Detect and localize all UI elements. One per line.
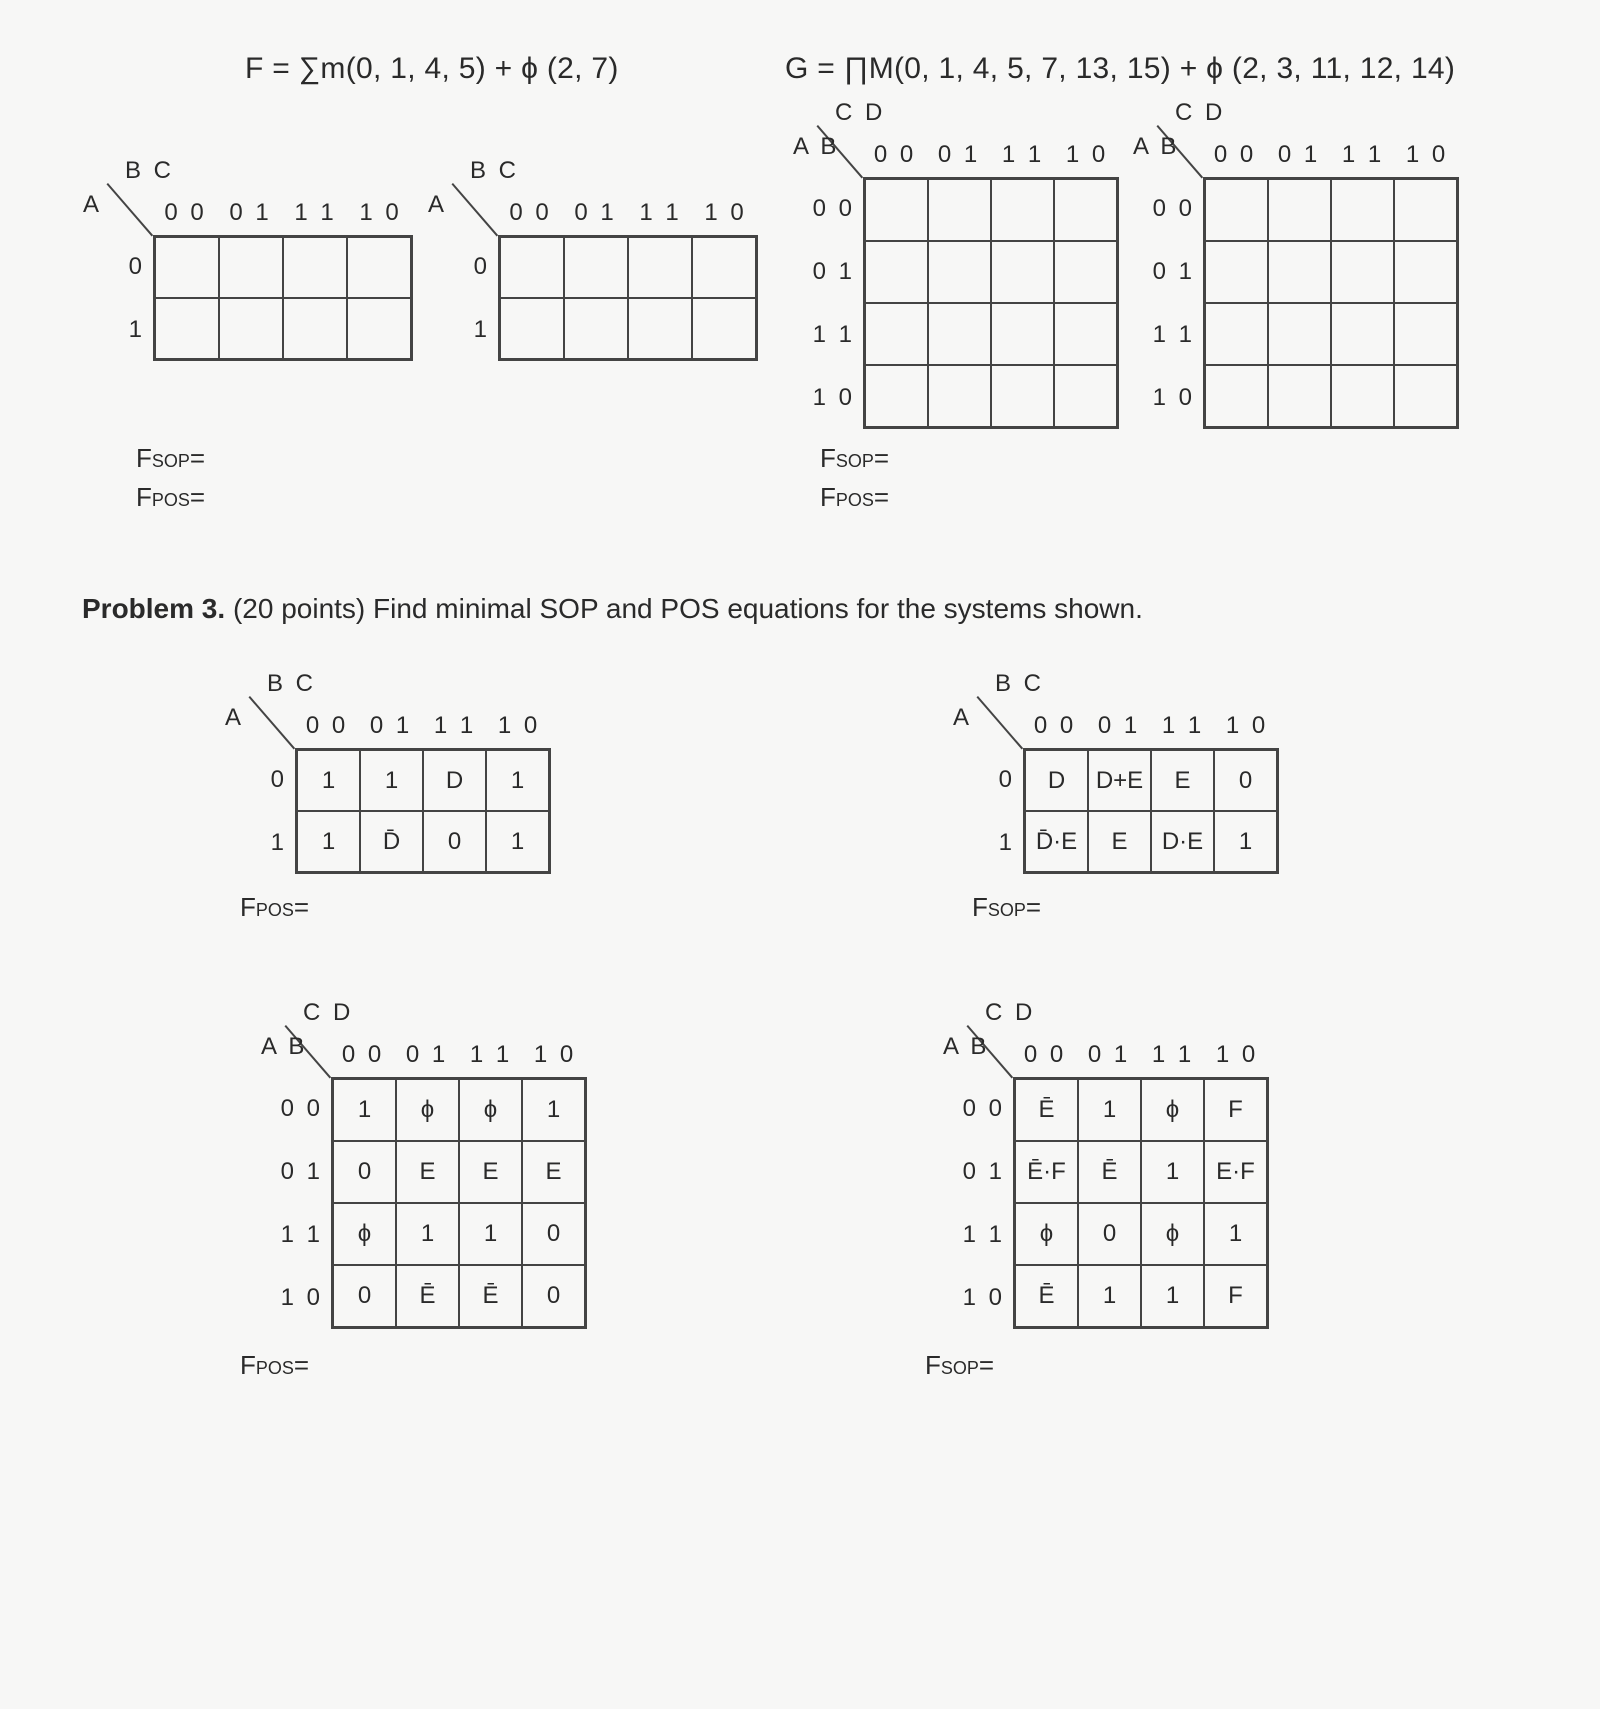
p3-map3-pos-equation-subscript: POS [255,1358,294,1378]
f-map-right-col-header: 0 0 [509,199,552,226]
problem-3-heading [82,593,1143,625]
p3-map3-cell[interactable]: ϕ [396,1079,459,1141]
p3-map1-col-variables: B C [267,670,317,697]
p3-map3-row-header: 0 0 [280,1094,323,1122]
f-map-left-row-header: 0 [128,252,145,280]
g-sop-equation-equals: = [873,443,890,473]
f-map-left-cell[interactable] [347,237,411,298]
g-map-left-row-variables: A B [793,133,840,160]
g-map-right-cell[interactable] [1394,365,1457,427]
g-map-left-row-header: 0 1 [812,257,855,285]
p3-map4-cell[interactable]: E·F [1204,1141,1267,1203]
f-pos-equation-letter: F [136,482,152,512]
f-map-left-col-header: 1 1 [294,199,337,226]
f-sop-equation-equals: = [189,443,206,473]
g-map-left-cell[interactable] [928,241,991,303]
f-map-left-grid [153,235,413,361]
p3-map4-col-header: 1 1 [1151,1041,1195,1068]
g-map-right-col-header: 1 1 [1341,141,1385,168]
f-map-right-corner-diagonal [451,183,498,236]
p3-map2-col-header: 1 1 [1161,712,1205,739]
g-map-left-grid [863,177,1119,429]
f-map-right-col-header: 0 1 [574,199,617,226]
g-map-left-cell[interactable] [991,179,1054,241]
f-map-left-cell[interactable] [283,237,347,298]
p3-map1-cell[interactable]: D [423,750,486,811]
g-map-left-cell[interactable] [865,303,928,365]
p3-map3-pos-equation-equals: = [293,1350,310,1380]
f-map-right-row-variables: A [428,191,448,218]
p3-map4-col-header: 1 0 [1215,1041,1259,1068]
p3-map4-cell[interactable]: ϕ [1015,1203,1078,1265]
p3-map1-row-header: 1 [270,828,287,856]
g-map-right-grid [1203,177,1459,429]
g-map-left-cell[interactable] [928,179,991,241]
p3-map4-row-header: 0 0 [962,1094,1005,1122]
f-sop-equation-letter: F [136,443,152,473]
g-map-left-cell[interactable] [928,365,991,427]
f-map-right-col-header: 1 0 [704,199,747,226]
p3-map3-cell[interactable]: E [396,1141,459,1203]
p3-map2-sop-equation-letter: F [972,892,988,922]
p3-map3-cell[interactable]: Ē [459,1265,522,1327]
f-map-left-cell[interactable] [155,298,219,359]
g-map-right-cell[interactable] [1394,179,1457,241]
f-map-right-cell[interactable] [628,237,692,298]
p3-map3-cell[interactable]: 1 [522,1079,585,1141]
p3-map2-corner-diagonal [976,696,1023,749]
p3-map2-cell[interactable]: E [1088,811,1151,872]
g-map-right-cell[interactable] [1331,303,1394,365]
f-map-right-grid [498,235,758,361]
g-map-right-row-variables: A B [1133,133,1180,160]
p3-map3-col-variables: C D [303,999,354,1026]
p3-map1-pos-equation [240,892,309,923]
g-map-right-cell[interactable] [1268,179,1331,241]
f-map-left-col-header: 0 1 [229,199,272,226]
f-map-right-row-header: 0 [473,252,490,280]
p3-map4-cell[interactable]: 1 [1141,1265,1204,1327]
p3-map4-row-header: 1 1 [962,1220,1005,1248]
g-map-left-col-header: 1 1 [1001,141,1045,168]
p3-map4-col-header: 0 0 [1023,1041,1067,1068]
g-pos-equation-subscript: POS [835,490,874,510]
p3-map2-grid [1023,748,1279,874]
p3-map3-cell[interactable]: 1 [396,1203,459,1265]
f-map-right-cell[interactable] [628,298,692,359]
f-map-right-cell[interactable] [564,298,628,359]
g-pos-equation-equals: = [873,482,890,512]
p3-map2-sop-equation-equals: = [1025,892,1042,922]
p3-map2-cell[interactable]: 0 [1214,750,1277,811]
g-map-left-col-header: 0 0 [873,141,917,168]
f-pos-equation-equals: = [189,482,206,512]
g-map-right-cell[interactable] [1331,241,1394,303]
f-map-left-row-header: 1 [128,315,145,343]
g-map-left-col-header: 0 1 [937,141,981,168]
p3-map2-row-header: 0 [998,765,1015,793]
g-map-left-cell[interactable] [928,303,991,365]
p3-map4-sop-equation-subscript: SOP [940,1358,979,1378]
f-map-left-cell[interactable] [283,298,347,359]
p3-map4-cell[interactable]: 0 [1078,1203,1141,1265]
g-map-left-cell[interactable] [1054,303,1117,365]
f-map-right-cell[interactable] [500,237,564,298]
f-map-left-col-header: 1 0 [359,199,402,226]
p3-map1-row-header: 0 [270,765,287,793]
p3-map4-cell[interactable]: F [1204,1079,1267,1141]
g-map-right-col-header: 0 1 [1277,141,1321,168]
p3-map3-grid [331,1077,587,1329]
p3-map3-col-header: 1 1 [469,1041,513,1068]
p3-map4-cell[interactable]: 1 [1141,1141,1204,1203]
p3-map4-row-header: 0 1 [962,1157,1005,1185]
p3-map3-cell[interactable]: 0 [522,1203,585,1265]
f-map-left-col-header: 0 0 [164,199,207,226]
g-sop-equation [820,443,889,474]
p3-map2-sop-equation [972,892,1041,923]
g-map-right-cell[interactable] [1268,365,1331,427]
g-map-left-col-variables: C D [835,99,886,126]
g-map-left-cell[interactable] [991,241,1054,303]
p3-map3-row-variables: A B [261,1033,308,1060]
p3-map3-col-header: 0 0 [341,1041,385,1068]
p3-map2-col-variables: B C [995,670,1045,697]
g-map-right-col-header: 1 0 [1405,141,1449,168]
p3-map3-cell[interactable]: 1 [459,1203,522,1265]
g-map-left-col-header: 1 0 [1065,141,1109,168]
p3-map3-cell[interactable]: 1 [333,1079,396,1141]
p3-map3-cell[interactable]: 0 [522,1265,585,1327]
p3-map3-cell[interactable]: ϕ [333,1203,396,1265]
f-map-left-corner-diagonal [106,183,153,236]
f-map-left-row-variables: A [83,191,103,218]
p3-map1-col-header: 1 1 [433,712,477,739]
p3-map1-row-variables: A [225,704,245,731]
g-map-right-cell[interactable] [1205,365,1268,427]
p3-map2-col-header: 0 0 [1033,712,1077,739]
g-map-left-cell[interactable] [1054,365,1117,427]
problem-3-label: Problem 3. [82,593,226,624]
p3-map4-sop-equation-equals: = [978,1350,995,1380]
f-map-left-cell[interactable] [219,298,283,359]
g-map-right-row-header: 1 1 [1152,320,1195,348]
g-map-left-cell[interactable] [991,303,1054,365]
f-map-right-cell[interactable] [564,237,628,298]
p3-map3-pos-equation-letter: F [240,1350,256,1380]
p3-map4-row-header: 1 0 [962,1283,1005,1311]
p3-map3-pos-equation [240,1350,309,1381]
p3-map4-col-header: 0 1 [1087,1041,1131,1068]
g-map-left-cell[interactable] [1054,241,1117,303]
f-pos-equation-subscript: POS [151,490,190,510]
p3-map3-row-header: 1 1 [280,1220,323,1248]
g-function-title: G = ∏M(0, 1, 4, 5, 7, 13, 15) + ϕ (2, 3, 11, 12, 14) [785,52,1456,85]
p3-map4-col-variables: C D [985,999,1036,1026]
p3-map2-cell[interactable]: D [1025,750,1088,811]
g-sop-equation-subscript: SOP [835,451,874,471]
p3-map1-col-header: 1 0 [497,712,541,739]
p3-map4-cell[interactable]: Ē·F [1015,1141,1078,1203]
p3-map2-row-variables: A [953,704,973,731]
p3-map1-cell[interactable]: 1 [297,811,360,872]
g-map-left-row-header: 1 1 [812,320,855,348]
p3-map2-cell[interactable]: D̄·E [1025,811,1088,872]
f-map-left-col-variables: B C [125,157,175,184]
p3-map2-col-header: 0 1 [1097,712,1141,739]
p3-map1-col-header: 0 1 [369,712,413,739]
p3-map2-cell[interactable]: 1 [1214,811,1277,872]
p3-map1-cell[interactable]: 1 [297,750,360,811]
g-map-right-cell[interactable] [1331,365,1394,427]
g-map-right-col-variables: C D [1175,99,1226,126]
p3-map4-sop-equation [925,1350,994,1381]
f-map-right-col-header: 1 1 [639,199,682,226]
g-map-left-cell[interactable] [865,241,928,303]
p3-map1-corner-diagonal [248,696,295,749]
p3-map2-sop-equation-subscript: SOP [987,900,1026,920]
g-map-right-col-header: 0 0 [1213,141,1257,168]
p3-map4-cell[interactable]: Ē [1015,1079,1078,1141]
f-map-left-cell[interactable] [347,298,411,359]
p3-map2-cell[interactable]: D+E [1088,750,1151,811]
g-map-right-cell[interactable] [1394,303,1457,365]
f-map-right-cell[interactable] [692,298,756,359]
p3-map4-cell[interactable]: ϕ [1141,1079,1204,1141]
p3-map1-pos-equation-letter: F [240,892,256,922]
p3-map4-cell[interactable]: 1 [1078,1079,1141,1141]
p3-map1-cell[interactable]: 1 [486,811,549,872]
p3-map4-cell[interactable]: Ē [1078,1141,1141,1203]
g-map-right-row-header: 0 0 [1152,194,1195,222]
g-map-right-cell[interactable] [1331,179,1394,241]
p3-map3-row-header: 1 0 [280,1283,323,1311]
p3-map2-cell[interactable]: D·E [1151,811,1214,872]
f-map-right-cell[interactable] [692,237,756,298]
g-map-left-row-header: 1 0 [812,383,855,411]
f-sop-equation-subscript: SOP [151,451,190,471]
p3-map2-col-header: 1 0 [1225,712,1269,739]
p3-map3-col-header: 0 1 [405,1041,449,1068]
g-map-right-cell[interactable] [1268,303,1331,365]
p3-map3-cell[interactable]: E [522,1141,585,1203]
p3-map4-cell[interactable]: Ē [1015,1265,1078,1327]
p3-map3-row-header: 0 1 [280,1157,323,1185]
p3-map1-grid [295,748,551,874]
f-map-right-col-variables: B C [470,157,520,184]
p3-map2-cell[interactable]: E [1151,750,1214,811]
p3-map4-grid [1013,1077,1269,1329]
g-map-right-cell[interactable] [1394,241,1457,303]
g-map-right-cell[interactable] [1205,303,1268,365]
g-map-right-row-header: 0 1 [1152,257,1195,285]
f-map-right-cell[interactable] [500,298,564,359]
p3-map4-sop-equation-letter: F [925,1350,941,1380]
p3-map2-row-header: 1 [998,828,1015,856]
p3-map1-cell[interactable]: 1 [360,750,423,811]
p3-map4-cell[interactable]: F [1204,1265,1267,1327]
f-function-title: F = ∑m(0, 1, 4, 5) + ϕ (2, 7) [245,52,619,85]
p3-map1-cell[interactable]: 1 [486,750,549,811]
p3-map3-col-header: 1 0 [533,1041,577,1068]
g-map-right-cell[interactable] [1205,241,1268,303]
g-map-left-cell[interactable] [865,365,928,427]
f-map-right-row-header: 1 [473,315,490,343]
g-map-left-row-header: 0 0 [812,194,855,222]
g-pos-equation-letter: F [820,482,836,512]
p3-map3-cell[interactable]: ϕ [459,1079,522,1141]
p3-map1-pos-equation-subscript: POS [255,900,294,920]
p3-map1-col-header: 0 0 [305,712,349,739]
g-map-right-row-header: 1 0 [1152,383,1195,411]
g-map-right-cell[interactable] [1205,179,1268,241]
p3-map1-cell[interactable]: D̄ [360,811,423,872]
p3-map4-cell[interactable]: 1 [1078,1265,1141,1327]
g-map-right-cell[interactable] [1268,241,1331,303]
g-map-left-cell[interactable] [991,365,1054,427]
p3-map1-pos-equation-equals: = [293,892,310,922]
p3-map3-cell[interactable]: 0 [333,1141,396,1203]
f-pos-equation [136,482,205,513]
f-map-left-cell[interactable] [219,237,283,298]
g-map-left-cell[interactable] [1054,179,1117,241]
p3-map1-cell[interactable]: 0 [423,811,486,872]
problem-3-text: (20 points) Find minimal SOP and POS equations for the systems shown. [232,593,1143,624]
p3-map3-cell[interactable]: E [459,1141,522,1203]
f-map-left-cell[interactable] [155,237,219,298]
g-pos-equation [820,482,889,513]
p3-map3-cell[interactable]: 0 [333,1265,396,1327]
f-sop-equation [136,443,205,474]
p3-map3-cell[interactable]: Ē [396,1265,459,1327]
p3-map4-row-variables: A B [943,1033,990,1060]
g-sop-equation-letter: F [820,443,836,473]
p3-map4-cell[interactable]: ϕ [1141,1203,1204,1265]
g-map-left-cell[interactable] [865,179,928,241]
p3-map4-cell[interactable]: 1 [1204,1203,1267,1265]
